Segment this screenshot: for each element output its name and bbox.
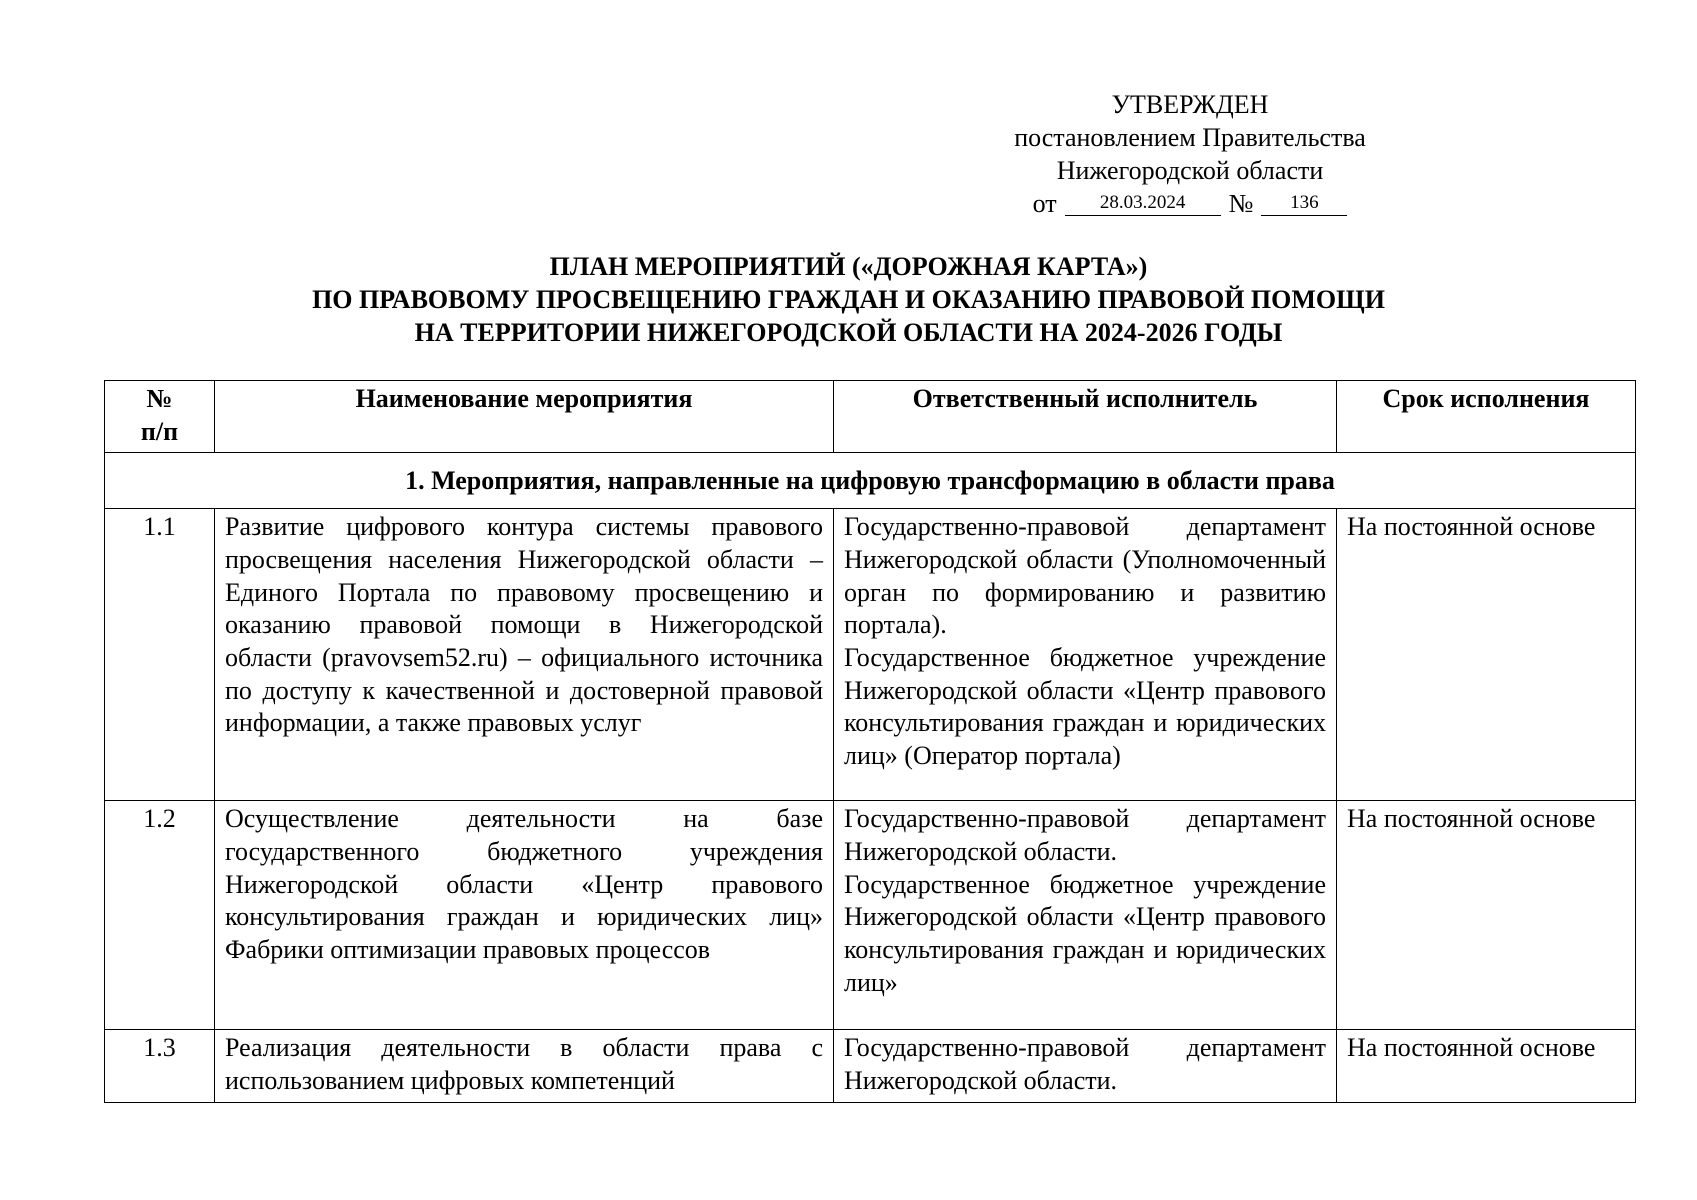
row-executor-paragraph-1: Государственно-правовой департамент Нижегородской области. bbox=[844, 1033, 1326, 1095]
row-executor-paragraph-1: Государственно-правовой департамент Нижегородской области (Уполномоченный орган по формированию и развитию портала). bbox=[844, 512, 1326, 640]
title-line-2: ПО ПРАВОВОМУ ПРОСВЕЩЕНИЮ ГРАЖДАН И ОКАЗАНИЮ ПРАВОВОЙ ПОМОЩИ bbox=[312, 285, 1385, 314]
header-name: Наименование мероприятия bbox=[215, 381, 834, 453]
approval-status: УТВЕРЖДЕН bbox=[1111, 90, 1269, 119]
title-line-3: НА ТЕРРИТОРИИ НИЖЕГОРОДСКОЙ ОБЛАСТИ НА 2024-2026 ГОДЫ bbox=[414, 318, 1283, 347]
row-number: 1.1 bbox=[105, 509, 215, 801]
section-title: 1. Мероприятия, направленные на цифровую трансформацию в области права bbox=[105, 453, 1636, 509]
row-executor-paragraph-2: Государственное бюджетное учреждение Нижегородской области «Центр правового консультирования граждан и юридических лиц» bbox=[844, 869, 1326, 997]
header-num bbox=[105, 381, 215, 453]
approval-block bbox=[990, 88, 1390, 220]
row-executor bbox=[834, 509, 1337, 801]
from-label: от bbox=[1032, 189, 1057, 218]
approval-line-1: постановлением Правительства bbox=[1014, 123, 1366, 152]
row-executor-paragraph-1: Государственно-правовой департамент Нижегородской области. bbox=[844, 804, 1326, 866]
row-executor bbox=[834, 1030, 1337, 1102]
row-executor bbox=[834, 801, 1337, 1030]
document-title bbox=[100, 250, 1597, 349]
header-term: Срок исполнения bbox=[1337, 381, 1636, 453]
header-executor: Ответственный исполнитель bbox=[834, 381, 1337, 453]
row-term: На постоянной основе bbox=[1337, 1030, 1636, 1102]
approval-date: 28.03.2024 bbox=[1065, 191, 1221, 216]
table-row bbox=[105, 1030, 1636, 1102]
section-row bbox=[105, 453, 1636, 509]
row-executor-paragraph-2: Государственное бюджетное учреждение Нижегородской области «Центр правового консультирования граждан и юридических лиц» (Оператор портала) bbox=[844, 642, 1326, 771]
header-num-line-2: п/п bbox=[140, 416, 179, 446]
table-header-row bbox=[105, 381, 1636, 453]
table-row bbox=[105, 801, 1636, 1030]
row-number: 1.3 bbox=[105, 1030, 215, 1102]
table-row bbox=[105, 509, 1636, 801]
title-line-1: ПЛАН МЕРОПРИЯТИЙ («ДОРОЖНАЯ КАРТА») bbox=[549, 252, 1148, 281]
approval-number: 136 bbox=[1261, 191, 1347, 216]
row-name: Реализация деятельности в области права с использованием цифровых компетенций bbox=[215, 1030, 834, 1102]
row-name: Осуществление деятельности на базе государственного бюджетного учреждения Нижегородской области «Центр правового консультирования граждан и юридических лиц» Фабрики оптимизации правовых процессов bbox=[215, 801, 834, 1030]
row-name: Развитие цифрового контура системы правового просвещения населения Нижегородской области – Единого Портала по правовому просвещению и оказанию правовой помощи в Нижегородской области (pravovsem52.ru) – официального источника по доступу к качественной и достоверной правовой информации, а также правовых услуг bbox=[215, 509, 834, 801]
approval-date-line bbox=[990, 187, 1390, 220]
row-term: На постоянной основе bbox=[1337, 509, 1636, 801]
header-num-line-1: № bbox=[146, 384, 173, 413]
plan-table bbox=[104, 380, 1636, 1103]
number-label: № bbox=[1228, 189, 1254, 218]
approval-line-2: Нижегородской области bbox=[1056, 156, 1324, 185]
row-term: На постоянной основе bbox=[1337, 801, 1636, 1030]
row-number: 1.2 bbox=[105, 801, 215, 1030]
